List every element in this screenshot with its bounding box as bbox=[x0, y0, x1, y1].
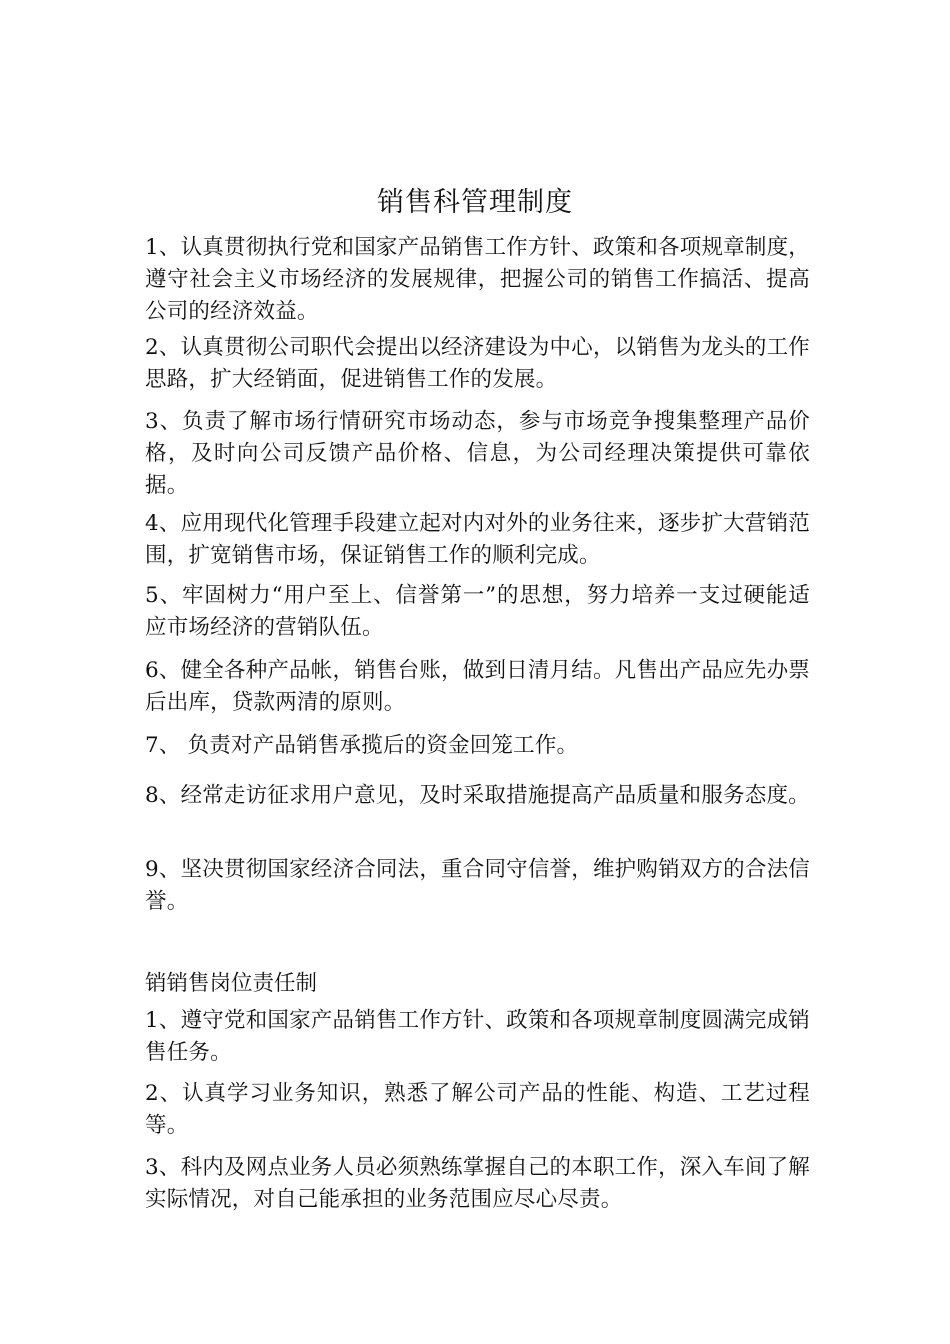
duty-3: 3、科内及网点业务人员必须熟练掌握自己的本职工作，深入车间了解实际情况，对自己能承担的业务范围应尽心尽责。 bbox=[145, 1155, 810, 1212]
rule-1: 1、认真贯彻执行党和国家产品销售工作方针、政策和各项规章制度，遵守社会主义市场经济的发展规律，把握公司的销售工作搞活、提高公司的经济效益。 bbox=[145, 235, 810, 324]
duty-2: 2、认真学习业务知识，熟悉了解公司产品的性能、构造、工艺过程等。 bbox=[145, 1081, 810, 1138]
rule-8: 8、经常走访征求用户意见，及时采取措施提高产品质量和服务态度。 bbox=[145, 783, 810, 808]
rule-5: 5、牢固树力“用户至上、信誉第一”的思想，努力培养一支过硬能适应市场经济的营销队伍。 bbox=[145, 583, 810, 640]
rule-6: 6、健全各种产品帐，销售台账，做到日清月结。凡售出产品应先办票后出库，贷款两清的原则。 bbox=[145, 658, 810, 715]
rule-4: 4、应用现代化管理手段建立起对内对外的业务往来，逐步扩大营销范围，扩宽销售市场，保证销售工作的顺利完成。 bbox=[145, 511, 810, 568]
rule-9: 9、坚决贯彻国家经济合同法，重合同守信誉，维护购销双方的合法信誉。 bbox=[145, 857, 810, 914]
document-title: 销售科管理制度 bbox=[377, 187, 573, 218]
duty-1: 1、遵守党和国家产品销售工作方针、政策和各项规章制度圆满完成销售任务。 bbox=[145, 1008, 810, 1065]
rule-7: 7、 负责对产品销售承揽后的资金回笼工作。 bbox=[145, 733, 579, 758]
rule-2: 2、认真贯彻公司职代会提出以经济建设为中心，以销售为龙头的工作思路，扩大经销面，促进销售工作的发展。 bbox=[145, 335, 810, 392]
section-heading: 销销售岗位责任制 bbox=[145, 971, 318, 996]
rule-3: 3、负责了解市场行情研究市场动态，参与市场竞争搜集整理产品价格，及时向公司反馈产品价格、信息，为公司经理决策提供可靠依据。 bbox=[145, 409, 810, 498]
